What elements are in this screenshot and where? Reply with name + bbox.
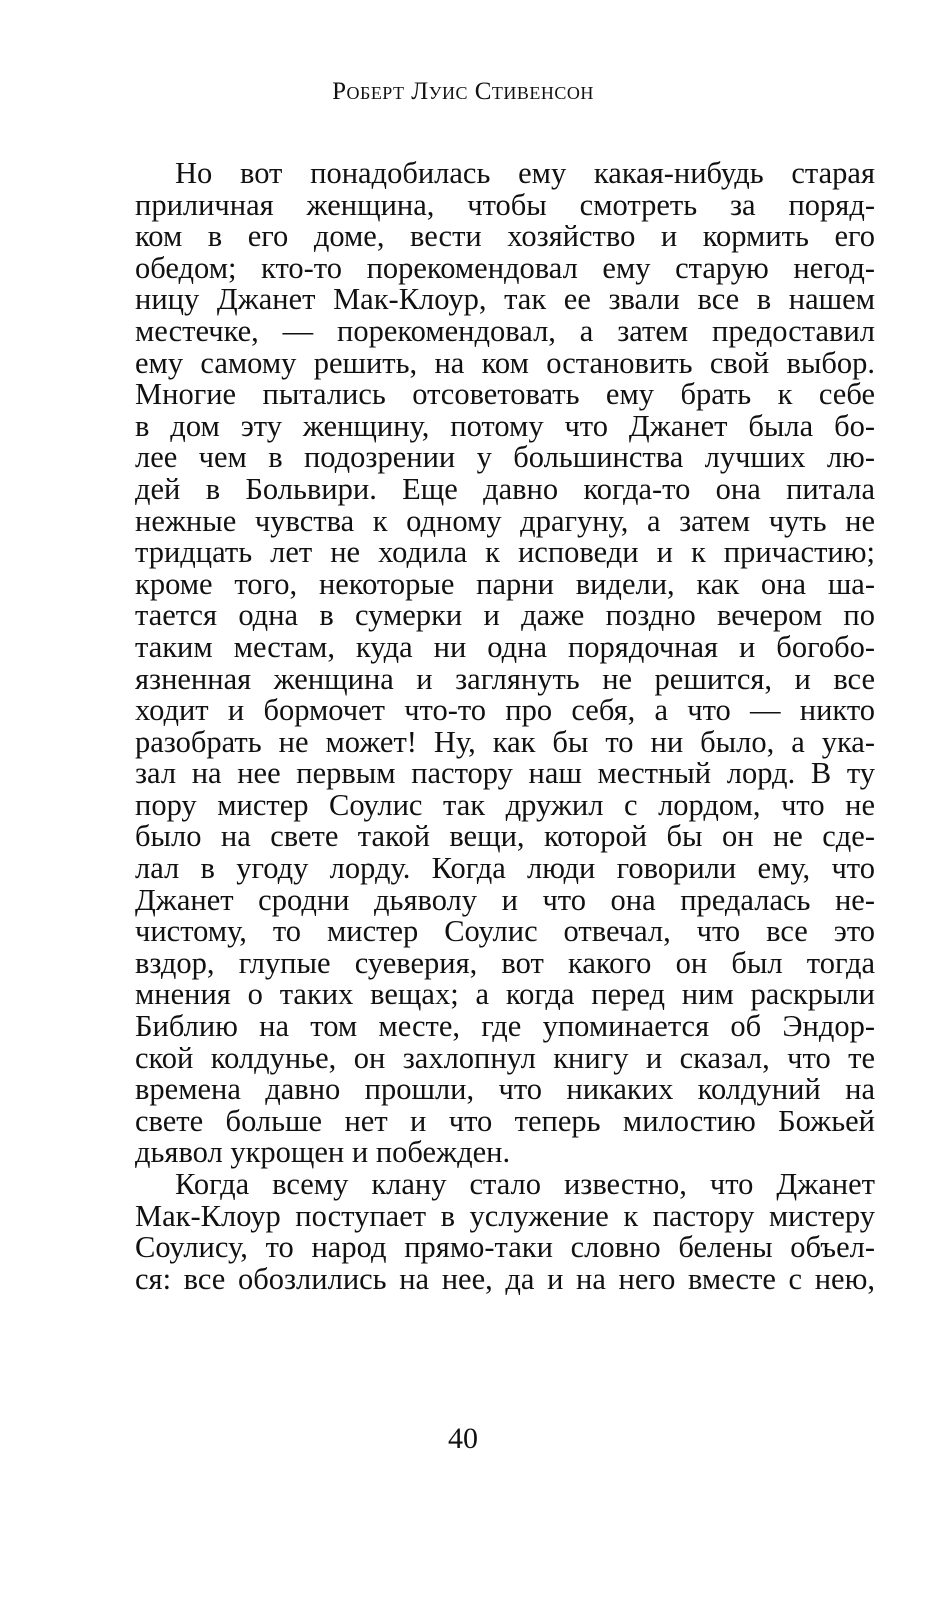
text-line: ему самому решить, на ком остановить свой выбор. [135,345,875,380]
text-line: зал на нее первым пастору наш местный лорд. В ту [135,756,875,791]
body-text [135,158,875,1295]
text-line: кроме того, некоторые парни видели, как она ша- [135,566,875,601]
text-line: свете больше нет и что теперь милостию Божьей [135,1103,875,1138]
text-line: тается одна в сумерки и даже поздно вечером по [135,598,875,633]
text-line: Библию на том месте, где упоминается об Эндор- [135,1009,875,1044]
text-line: в дом эту женщину, потому что Джанет была бо- [135,408,875,443]
text-line: времена давно прошли, что никаких колдуний на [135,1072,875,1107]
text-line: язненная женщина и заглянуть не решится, и все [135,661,875,696]
text-line: Мак-Клоур поступает в услужение к пастору мистеру [135,1198,875,1233]
text-line: приличная женщина, чтобы смотреть за поряд- [135,187,875,222]
text-line: лее чем в подозрении у большинства лучших лю- [135,440,875,475]
text-line: чистому, то мистер Соулис отвечал, что все это [135,914,875,949]
text-line: ской колдунье, он захлопнул книгу и сказал, что те [135,1040,875,1075]
text-line: разобрать не может! Ну, как бы то ни было, а ука- [135,724,875,759]
text-line: вздор, глупые суеверия, вот какого он был тогда [135,945,875,980]
text-line: Джанет сродни дьяволу и что она предалась не- [135,882,875,917]
text-line: Когда всему клану стало известно, что Джанет [175,1167,875,1201]
text-line: обедом; кто-то порекомендовал ему старую негод- [135,250,875,285]
text-line: ком в его доме, вести хозяйство и кормить его [135,219,875,254]
text-line: таким местам, куда ни одна порядочная и богобо- [135,629,875,664]
text-line: Многие пытались отсоветовать ему брать к себе [135,377,875,412]
text-line: ся: все обозлились на нее, да и на него вместе с нею, [135,1261,875,1296]
text-line: мнения о таких вещах; а когда перед ним раскрыли [135,977,875,1012]
text-line: было на свете такой вещи, которой бы он не сде- [135,819,875,854]
text-line: местечке, — порекомендовал, а затем предоставил [135,313,875,348]
running-header: Роберт Луис Стивенсон [332,78,594,105]
text-line: тридцать лет не ходила к исповеди и к причастию; [135,535,875,570]
page-number: 40 [448,1422,478,1455]
text-line: Но вот понадобилась ему какая-нибудь старая [175,156,875,190]
text-line: Соулису, то народ прямо-таки словно белены объел- [135,1230,875,1265]
text-line: ницу Джанет Мак-Клоур, так ее звали все в нашем [135,282,875,317]
text-line: пору мистер Соулис так дружил с лордом, что не [135,787,875,822]
text-line: нежные чувства к одному драгуну, а затем чуть не [135,503,875,538]
text-line: дьявол укрощен и побежден. [135,1135,511,1170]
text-line: ходит и бормочет что-то про себя, а что — никто [135,693,875,728]
text-line: дей в Больвири. Еще давно когда-то она питала [135,471,875,506]
text-line: лал в угоду лорду. Когда люди говорили ему, что [135,851,875,886]
